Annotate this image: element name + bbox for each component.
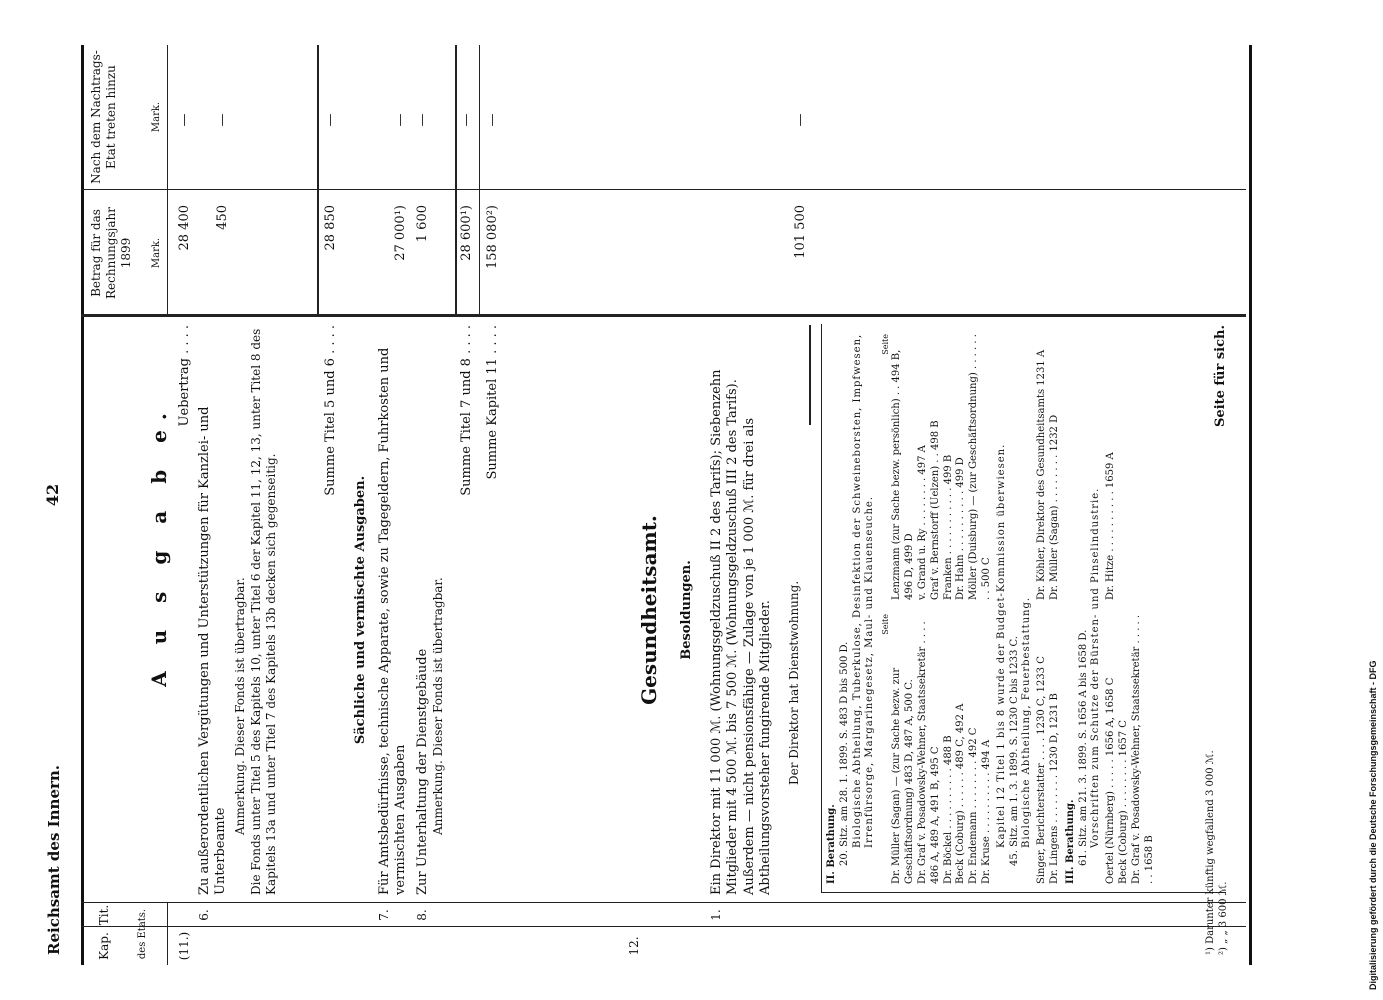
tit-8-nachtrag: — (415, 113, 430, 127)
heading-saechliche: Sächliche und vermischte Ausgaben. (353, 475, 368, 745)
tit-1-number: 1. (709, 909, 723, 921)
speaker-line: Dr. Hitze . . . . . . . . . . 1659 A (1105, 452, 1117, 600)
beratung-II-sitzung2: 45. Sitz. am 1. 3. 1899. S. 1230 C bis 1233 C. (1008, 636, 1020, 866)
speaker-line: Dr. Böckel . . . . . . . . . . 488 B (942, 735, 954, 884)
rotated-document-page (37, 25, 1257, 965)
speaker-line: Dr. Müller (Sagan) — (zur Sache bezw. zur Geschäftsordnung) 483 D, 487 A, 500 C. (891, 667, 916, 884)
tit-8-anmerkung: Anmerkung. Dieser Fonds ist übertragbar. (431, 577, 445, 835)
uebertrag-betrag: 28 400 (177, 205, 192, 251)
seite-label: Seite (881, 334, 891, 355)
summe-7-8-betrag: 28 600¹) (459, 205, 474, 261)
footnote-1: ¹) Darunter künftig wegfallend 3 000 ℳ. (1205, 750, 1216, 955)
summe-5-6-nachtrag: — (323, 113, 338, 127)
speaker-line: Dr. Kruse . . . . . . . . . . 494 A (981, 739, 992, 884)
uebertrag-label: Uebertrag . . . . (177, 325, 192, 427)
summe-kap11-label: Summe Kapitel 11 . . . . (485, 325, 500, 480)
speaker-line: Dr. Lingens . . . . . . . . 1230 D, 1231 B (1048, 693, 1060, 884)
ausgabe-title: A u s g a b e. (147, 403, 171, 687)
summe-7-8-nachtrag: — (459, 113, 474, 127)
tit-7-text: Für Amtsbedürfnisse, technische Apparate, sowie zu Tagegeldern, Fuhrkosten und vermischten Ausgaben (377, 347, 409, 895)
col-tit: Tit. (97, 904, 111, 926)
tit-6-anmerkung2: Die Fonds unter Titel 5 des Kapitels 10, unter Titel 6 der Kapitel 11, 12, 13, unter Titel 8 des Kapitels 13a und unter Titel 7 des Kapitels 13b decken sich gegenseitig. (249, 328, 278, 895)
speaker-line: Dr. Köhler, Direktor des Gesundheitsamts 1231 A (1036, 349, 1048, 600)
speaker-line: Beck (Coburg) . . . . . . . . 1657 C (1117, 720, 1129, 884)
beratung-II-sitzung: 20. Sitz. am 28. 1. 1899. S. 483 D bis 500 D. (838, 641, 850, 866)
tit-6-nachtrag: — (215, 113, 230, 127)
speaker-line: Oertel (Nürnberg) . . . . . 1656 A, 1658 C (1105, 677, 1117, 884)
kap-11: (11.) (177, 931, 191, 961)
summe-5-6-label: Summe Titel 5 und 6 . . . . (323, 325, 338, 496)
beratung-III-head: III. Berathung. (1064, 799, 1076, 884)
tit-1-betrag: 101 500 (793, 205, 808, 259)
dfg-margin-note: Digitalisierung gefördert durch die Deutsche Forschungsgemeinschaft - DFG (1368, 660, 1378, 990)
footnote-2: ²) „ „ 3 600 ℳ. (1217, 881, 1229, 955)
tit-6-betrag: 450 (215, 205, 230, 230)
beratung-II-line2: Kapitel 12 Titel 1 bis 8 wurde der Budget-Kommission überwiesen. (995, 443, 1007, 848)
tit-6-anmerkung: Anmerkung. Dieser Fonds ist übertragbar. (233, 577, 247, 835)
speaker-line: v. Grand u. Ry . . . . . . . . 497 A (917, 445, 929, 600)
footnotes (1205, 655, 1231, 955)
beratung-II-topic: Biologische Abtheilung, Tuberkulose, Desinfektion der Schweineborsten, Impfwesen, Irrenfürsorge, Margarinegesetz, Maul- und Klauenseuche. (851, 333, 876, 848)
col-betrag-unit: Mark. (151, 237, 162, 269)
speakers3-right (1105, 334, 1156, 600)
tit-6-number: 6. (197, 909, 211, 921)
kap-12: 12. (627, 936, 641, 956)
speaker-line: Beck (Coburg) . . . . . . 489 C, 492 A (955, 703, 967, 884)
speaker-line: Dr. Hahn . . . . . . . . . . 499 D (955, 457, 967, 600)
beratung-III-topic: Vorschriften zum Schutze der Bürsten- und Pinselindustrie. (1090, 487, 1102, 848)
seite-label: Seite (881, 614, 891, 635)
running-header: Reichsamt des Innern. (45, 764, 63, 955)
beratung-II-head: II. Berathung. (826, 804, 837, 884)
speaker-line: Dr. Graf v. Posadowsky-Wehner, Staatssekretär . . . . . . . 1658 B (1130, 614, 1155, 884)
seite-fuer-sich: Seite für sich. (1213, 325, 1228, 427)
summe-7-8-label: Summe Titel 7 und 8 . . . . (459, 325, 474, 496)
heading-gesundheitsamt: Gesundheitsamt. (637, 515, 661, 705)
tit-7-nachtrag: — (393, 113, 408, 127)
col-betrag: Betrag für das Rechnungsjahr 1899 (89, 207, 133, 299)
col-kap: Kap. (97, 932, 111, 960)
col-nachtrag: Nach dem Nachtrags-Etat treten hinzu (89, 50, 118, 184)
speakers-III (1105, 324, 1156, 884)
speaker-line: Graf v. Bernstorff (Uelzen) . . 498 B (929, 420, 941, 600)
speakers2-left (1036, 614, 1062, 884)
speakers-II-2 (1036, 324, 1062, 884)
tit-8-betrag: 1 600 (415, 205, 430, 243)
uebertrag-nachtrag: — (177, 113, 192, 127)
beratung-II-topic2: Biologische Abtheilung, Feuerbestattung. (1021, 596, 1033, 848)
page-number: 42 (43, 483, 62, 507)
speaker-line: Möller (Duisburg) — (zur Geschäftsordnung) . . . . . . . . 500 C (968, 334, 992, 600)
summe-kap11-betrag: 158 080²) (485, 205, 500, 270)
speaker-line: Lenzmann (zur Sache bezw. persönlich) . . 494 B, 496 D, 499 D (891, 349, 916, 600)
summe-5-6-betrag: 28 850 (323, 205, 338, 251)
tit-1-text: Ein Direktor mit 11 000 ℳ. (Wohnungsgeldzuschuß II 2 des Tarifs); Siebenzehn Mitglieder mit 4 500 ℳ. bis 7 500 ℳ. (Wohnungsgeldzuschuß III 2 des Tarifs). Außerdem — nicht pensionsfähige — Zulage von je 1 000 ℳ. für drei als Abtheilungsvorsteher fungirende Mitglieder. (709, 369, 773, 895)
tit-7-number: 7. (377, 909, 391, 921)
speaker-line: Singer, Berichterstatter . . . . 1230 C, 1233 C (1036, 656, 1048, 884)
tit-8-text: Zur Unterhaltung der Dienstgebäude (415, 648, 430, 895)
speakers-II (881, 324, 994, 884)
speakers3-left (1105, 614, 1156, 884)
col-des-etats: des Etats. (137, 908, 148, 960)
tit-7-betrag: 27 000¹) (393, 205, 408, 261)
tit-1-nachtrag: — (793, 113, 808, 127)
speaker-line: Franken . . . . . . . . . . . 499 B (942, 454, 954, 600)
col-nachtrag-unit: Mark. (151, 101, 162, 133)
tit-6-text: Zu außerordentlichen Vergütungen und Unterstützungen für Kanzlei- und Unterbeamte (197, 406, 229, 895)
summe-kap11-nachtrag: — (485, 113, 500, 127)
speaker-line: Dr. Graf v. Posadowsky-Wehner, Staatssekretär . . . . 486 A, 489 A, 491 B, 495 C (917, 621, 941, 884)
speakers-II-right (881, 334, 994, 600)
beratung-III-sitzung: 61. Sitz. am 21. 3. 1899. S. 1656 A bis 1658 D. (1077, 629, 1089, 866)
berathung-block (821, 324, 1226, 893)
speakers-II-left (881, 614, 994, 884)
heading-besoldungen: Besoldungen. (679, 560, 694, 660)
speakers2-right (1036, 334, 1062, 600)
tit-8-number: 8. (415, 909, 429, 921)
tit-1-note: Der Direktor hat Dienstwohnung. (787, 580, 801, 785)
speaker-line: Dr. Müller (Sagan) . . . . . . . . 1232 D (1048, 414, 1060, 600)
speaker-line: Dr. Endemann . . . . . . . . 492 C (968, 727, 980, 884)
